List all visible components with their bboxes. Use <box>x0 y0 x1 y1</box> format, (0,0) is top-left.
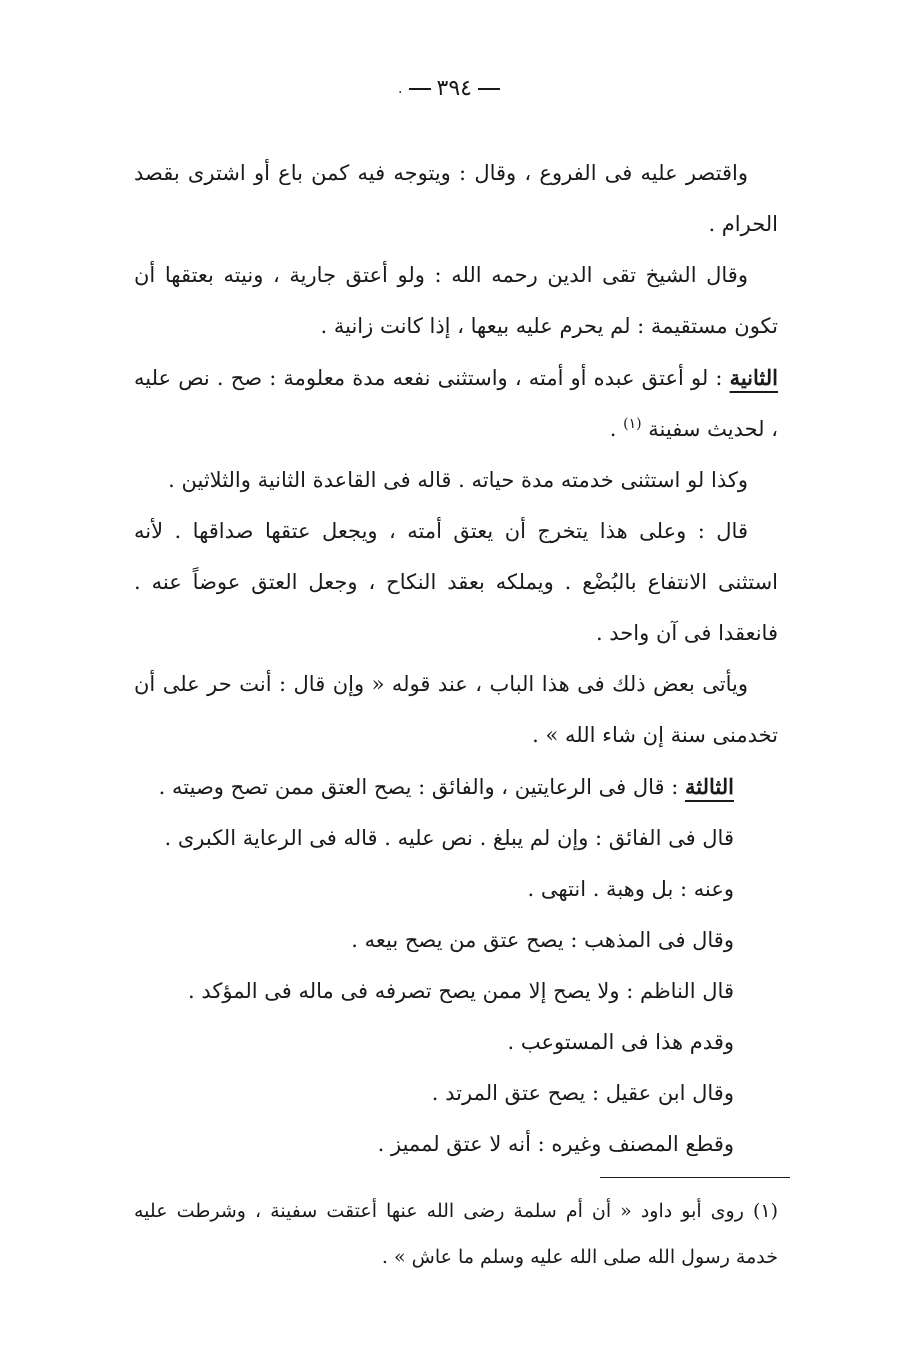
page-number-dot: . <box>398 81 403 97</box>
paragraph-text: قال الناظم : ولا يصح إلا ممن يصح تصرفه فى ماله فى المؤكد . <box>188 979 734 1003</box>
paragraph-text: وقال الشيخ تقى الدين رحمه الله : ولو أعتق جارية ، ونيته بعتقها أن تكون مستقيمة : لم يحرم عليه بيعها ، إذا كانت زانية . <box>134 263 778 338</box>
paragraph <box>134 966 778 1017</box>
footnote-separator <box>600 1177 790 1178</box>
page-number-dash <box>409 88 431 90</box>
section-heading: الثالثة <box>685 774 734 799</box>
footnotes <box>134 1188 778 1280</box>
paragraph-text: : لو أعتق عبده أو أمته ، واستثنى نفعه مدة معلومة : صح . نص عليه ، لحديث سفينة <box>134 366 778 441</box>
paragraph-text: : قال فى الرعايتين ، والفائق : يصح العتق ممن تصح وصيته . <box>158 775 679 799</box>
footnote <box>134 1188 778 1280</box>
paragraph <box>134 1017 778 1068</box>
main-text <box>134 148 778 1170</box>
paragraph-text: وعنه : بل وهبة . انتهى . <box>527 877 734 901</box>
paragraph <box>134 813 778 864</box>
footnote-marker: (١) <box>623 416 642 432</box>
paragraph <box>134 1119 778 1170</box>
paragraph <box>134 659 778 761</box>
paragraph <box>134 915 778 966</box>
paragraph <box>134 864 778 915</box>
paragraph <box>134 506 778 659</box>
section-heading: الثانية <box>729 365 778 390</box>
paragraph <box>134 1068 778 1119</box>
paragraph-tail: . <box>609 417 624 441</box>
paragraph <box>134 455 778 506</box>
page-number <box>0 76 904 101</box>
paragraph <box>134 148 778 250</box>
paragraph-text: ويأتى بعض ذلك فى هذا الباب ، عند قوله « وإن قال : أنت حر على أن تخدمنى سنة إن شاء الله » . <box>134 672 778 747</box>
paragraph-text: قال فى الفائق : وإن لم يبلغ . نص عليه . قاله فى الرعاية الكبرى . <box>164 826 734 850</box>
paragraph <box>134 250 778 352</box>
footnote-number: (١) <box>752 1200 778 1222</box>
paragraph-text: قال : وعلى هذا يتخرج أن يعتق أمته ، ويجعل عتقها صداقها . لأنه استثنى الانتفاع بالبُضْع . ويملكه بعقد النكاح ، وجعل العتق عوضاً عنه . فانعقدا فى آن واحد . <box>134 519 778 645</box>
page-number-text: ٣٩٤ <box>436 76 472 101</box>
paragraph-text: وقطع المصنف وغيره : أنه لا عتق لمميز . <box>377 1132 734 1156</box>
paragraph <box>134 352 778 455</box>
paragraph-text: واقتصر عليه فى الفروع ، وقال : ويتوجه فيه كمن باع أو اشترى بقصد الحرام . <box>134 161 778 236</box>
paragraph-text: وقال فى المذهب : يصح عتق من يصح بيعه . <box>351 928 734 952</box>
paragraph <box>134 761 778 813</box>
footnote-text: روى أبو داود « أن أم سلمة رضى الله عنها أعتقت سفينة ، وشرطت عليه خدمة رسول الله صلى الله عليه وسلم ما عاش » . <box>134 1200 778 1268</box>
paragraph-text: وقال ابن عقيل : يصح عتق المرتد . <box>431 1081 734 1105</box>
page-number-dash <box>478 88 500 90</box>
paragraph-text: وكذا لو استثنى خدمته مدة حياته . قاله فى القاعدة الثانية والثلاثين . <box>168 468 748 492</box>
paragraph-text: وقدم هذا فى المستوعب . <box>507 1030 734 1054</box>
